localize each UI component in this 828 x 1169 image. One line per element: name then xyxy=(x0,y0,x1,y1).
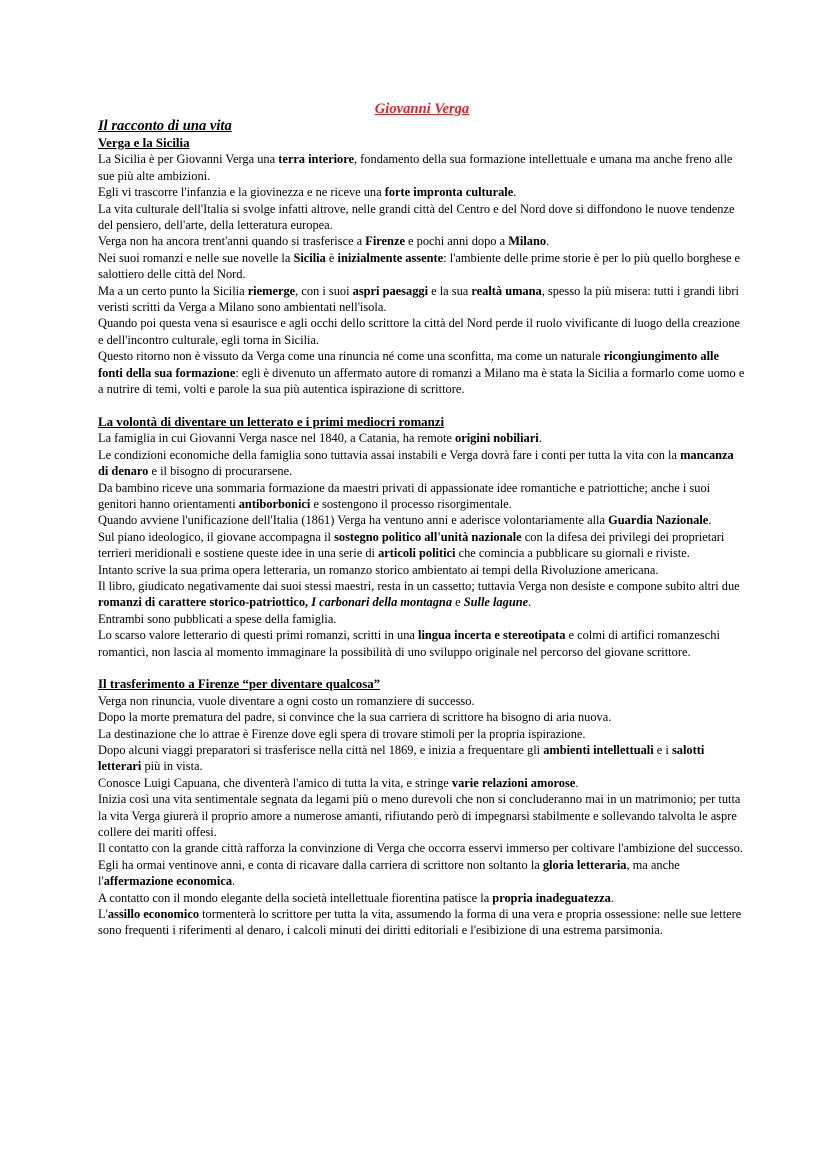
paragraph: Il libro, giudicato negativamente dai suoi stessi maestri, resta in un cassetto; tuttavia Verga non desiste e compone subito altri due romanzi di carattere storico-patriottico, I carbonari della montagna e Sulle lagune. xyxy=(98,578,740,610)
paragraph: L'assillo economico tormenterà lo scrittore per tutta la vita, assumendo la forma di una vera e propria ossessione: nelle sue lettere sono frequenti i riferimenti al denaro, i calcoli minuti dei diritti editoriali e l'esibizione di una estrema parsimonia. xyxy=(98,907,742,938)
paragraph: Inizia così una vita sentimentale segnata da legami più o meno durevoli che non si concluderanno mai in un matrimonio; per tutta la vita Verga giurerà il proprio amore a numerose amanti, rifiutando però di impegnarsi stabilmente e sollevando talvolta le aspre collere dei mariti offesi. xyxy=(98,792,741,840)
paragraph: Il contatto con la grande città rafforza la convinzione di Verga che occorra esservi immerso per coltivare l'ambizione del successo. xyxy=(98,841,743,856)
emphasis-text: varie relazioni amorose xyxy=(451,775,576,790)
paragraph: Conosce Luigi Capuana, che diventerà l'amico di tutta la vita, e stringe varie relazioni amorose. xyxy=(98,775,579,790)
emphasis-text: Milano xyxy=(508,234,547,249)
paragraph: Quando avviene l'unificazione dell'Italia (1861) Verga ha ventuno anni e aderisce volontariamente alla Guardia Nazionale. xyxy=(98,513,712,528)
emphasis-text: aspri paesaggi xyxy=(352,283,429,298)
paragraph: Da bambino riceve una sommaria formazione da maestri privati di appassionate idee romantiche e patriottiche; anche i suoi genitori hanno orientamenti antiborbonici e sostengono il processo risorgimentale. xyxy=(98,480,711,511)
document-title: Giovanni Verga xyxy=(374,101,470,117)
book-title-text: I carbonari della montagna xyxy=(311,595,453,610)
paragraph: Entrambi sono pubblicati a spese della famiglia. xyxy=(98,611,337,626)
paragraph: Lo scarso valore letterario di questi primi romanzi, scritti in una lingua incerta e stereotipata e colmi di artifici romanzeschi romantici, non lascia al momento immaginare la possibilità di uno sviluppo originale nel percorso del giovane scrittore. xyxy=(98,628,720,659)
paragraph: La famiglia in cui Giovanni Verga nasce nel 1840, a Catania, ha remote origini nobiliari. xyxy=(98,431,542,446)
paragraph: Ma a un certo punto la Sicilia riemerge, con i suoi aspri paesaggi e la sua realtà umana, spesso la più misera: tutti i grandi libri veristi scritti da Verga a Milano sono ambientati nell'isola. xyxy=(98,283,739,315)
emphasis-text: inizialmente assente xyxy=(337,250,444,265)
emphasis-text: romanzi di carattere storico-patriottico, xyxy=(98,595,312,610)
paragraph: La destinazione che lo attrae è Firenze dove egli spera di trovare stimoli per la propria ispirazione. xyxy=(98,726,586,741)
document-content xyxy=(98,100,746,939)
paragraph: Sul piano ideologico, il giovane accompagna il sostegno politico all'unità nazionale con la difesa dei privilegi dei proprietari terrieri meridionali e sostiene queste idee in una serie di articoli politici che comincia a pubblicare su giornali e riviste. xyxy=(98,529,725,561)
section-verga-e-la-sicilia xyxy=(98,135,746,398)
paragraph: La vita culturale dell'Italia si svolge infatti altrove, nelle grandi città del Centro e del Nord dove si diffondono le nuove tendenze del pensiero, dell'arte, della letteratura europea. xyxy=(98,201,735,233)
paragraph: Questo ritorno non è vissuto da Verga come una rinuncia né come una sconfitta, ma come un naturale ricongiungimento alle fonti della sua formazione: egli è divenuto un affermato autore di romanzi a Milano ma è stata la Sicilia a formarlo come uomo e a nutrire di temi, volti e parole la sua più autentica ispirazione di scrittore. xyxy=(98,349,745,397)
section-heading: La volontà di diventare un letterato e i primi mediocri romanzi xyxy=(98,414,445,429)
paragraph: Quando poi questa vena si esaurisce e agli occhi dello scrittore la città del Nord perde il ruolo vivificante di luogo della creazione e dell'incontro culturale, egli torna in Sicilia. xyxy=(98,316,741,347)
paragraph: Verga non ha ancora trent'anni quando si trasferisce a Firenze e pochi anni dopo a Milano. xyxy=(98,234,550,249)
emphasis-text: Sicilia xyxy=(293,250,326,265)
section-heading: Verga e la Sicilia xyxy=(98,136,190,150)
paragraph: Egli ha ormai ventinove anni, e conta di ricavare dalla carriera di scrittore non soltanto la gloria letteraria, ma anche l'affermazione economica. xyxy=(98,857,680,889)
book-title-text: Sulle lagune xyxy=(463,595,529,610)
emphasis-text: Guardia Nazionale xyxy=(608,513,709,528)
section-la-volonta-di-diventare-un-letterato xyxy=(98,414,746,660)
document-subtitle: Il racconto di una vita xyxy=(98,118,232,134)
emphasis-text: ricongiungimento alle fonti della sua formazione xyxy=(98,349,719,380)
paragraph: Verga non rinuncia, vuole diventare a ogni costo un romanziere di successo. xyxy=(98,693,475,708)
section-il-trasferimento-a-firenze xyxy=(98,676,746,939)
emphasis-text: gloria letteraria xyxy=(542,857,627,872)
emphasis-text: Firenze xyxy=(365,234,405,249)
paragraph: Egli vi trascorre l'infanzia e la giovinezza e ne riceve una forte impronta culturale. xyxy=(98,185,517,200)
emphasis-text: assillo economico xyxy=(107,907,200,922)
emphasis-text: affermazione economica xyxy=(103,874,233,889)
emphasis-text: ambienti intellettuali xyxy=(543,743,654,757)
paragraph: Dopo la morte prematura del padre, si convince che la sua carriera di scrittore ha bisogno di aria nuova. xyxy=(98,710,612,725)
emphasis-text: realtà umana xyxy=(471,283,542,298)
document-body xyxy=(98,135,746,939)
paragraph: Dopo alcuni viaggi preparatori si trasferisce nella città nel 1869, e inizia a frequentare gli ambienti intellettuali e i salotti letterari più in vista. xyxy=(98,743,705,774)
emphasis-text: sostegno politico all'unità nazionale xyxy=(334,529,522,544)
paragraph: Intanto scrive la sua prima opera letteraria, un romanzo storico ambientato ai tempi della Rivoluzione americana. xyxy=(98,562,659,577)
emphasis-text: origini nobiliari xyxy=(455,431,539,446)
paragraph: Le condizioni economiche della famiglia sono tuttavia assai instabili e Verga dovrà fare i conti per tutta la vita con la mancanza di denaro e il bisogno di procurarsene. xyxy=(98,447,734,479)
emphasis-text: articoli politici xyxy=(378,546,456,561)
paragraph: A contatto con il mondo elegante della società intellettuale fiorentina patisce la propria inadeguatezza. xyxy=(98,890,614,905)
paragraph: Nei suoi romanzi e nelle sue novelle la Sicilia è inizialmente assente: l'ambiente delle prime storie è per lo più quello borghese e salottiero delle città del Nord. xyxy=(98,250,741,282)
emphasis-text: forte impronta culturale xyxy=(384,185,514,200)
paragraph: La Sicilia è per Giovanni Verga una terra interiore, fondamento della sua formazione intellettuale e umana ma anche freno alle sue più alte ambizioni. xyxy=(98,152,733,183)
emphasis-text: terra interiore xyxy=(278,152,354,167)
emphasis-text: mancanza di denaro xyxy=(98,447,734,479)
emphasis-text: lingua incerta e stereotipata xyxy=(418,628,566,643)
emphasis-text: salotti letterari xyxy=(98,743,705,774)
emphasis-text: propria inadeguatezza xyxy=(492,890,611,905)
emphasis-text: riemerge xyxy=(247,283,296,298)
section-heading: Il trasferimento a Firenze “per diventare qualcosa” xyxy=(98,677,381,692)
emphasis-text: antiborbonici xyxy=(238,496,311,511)
